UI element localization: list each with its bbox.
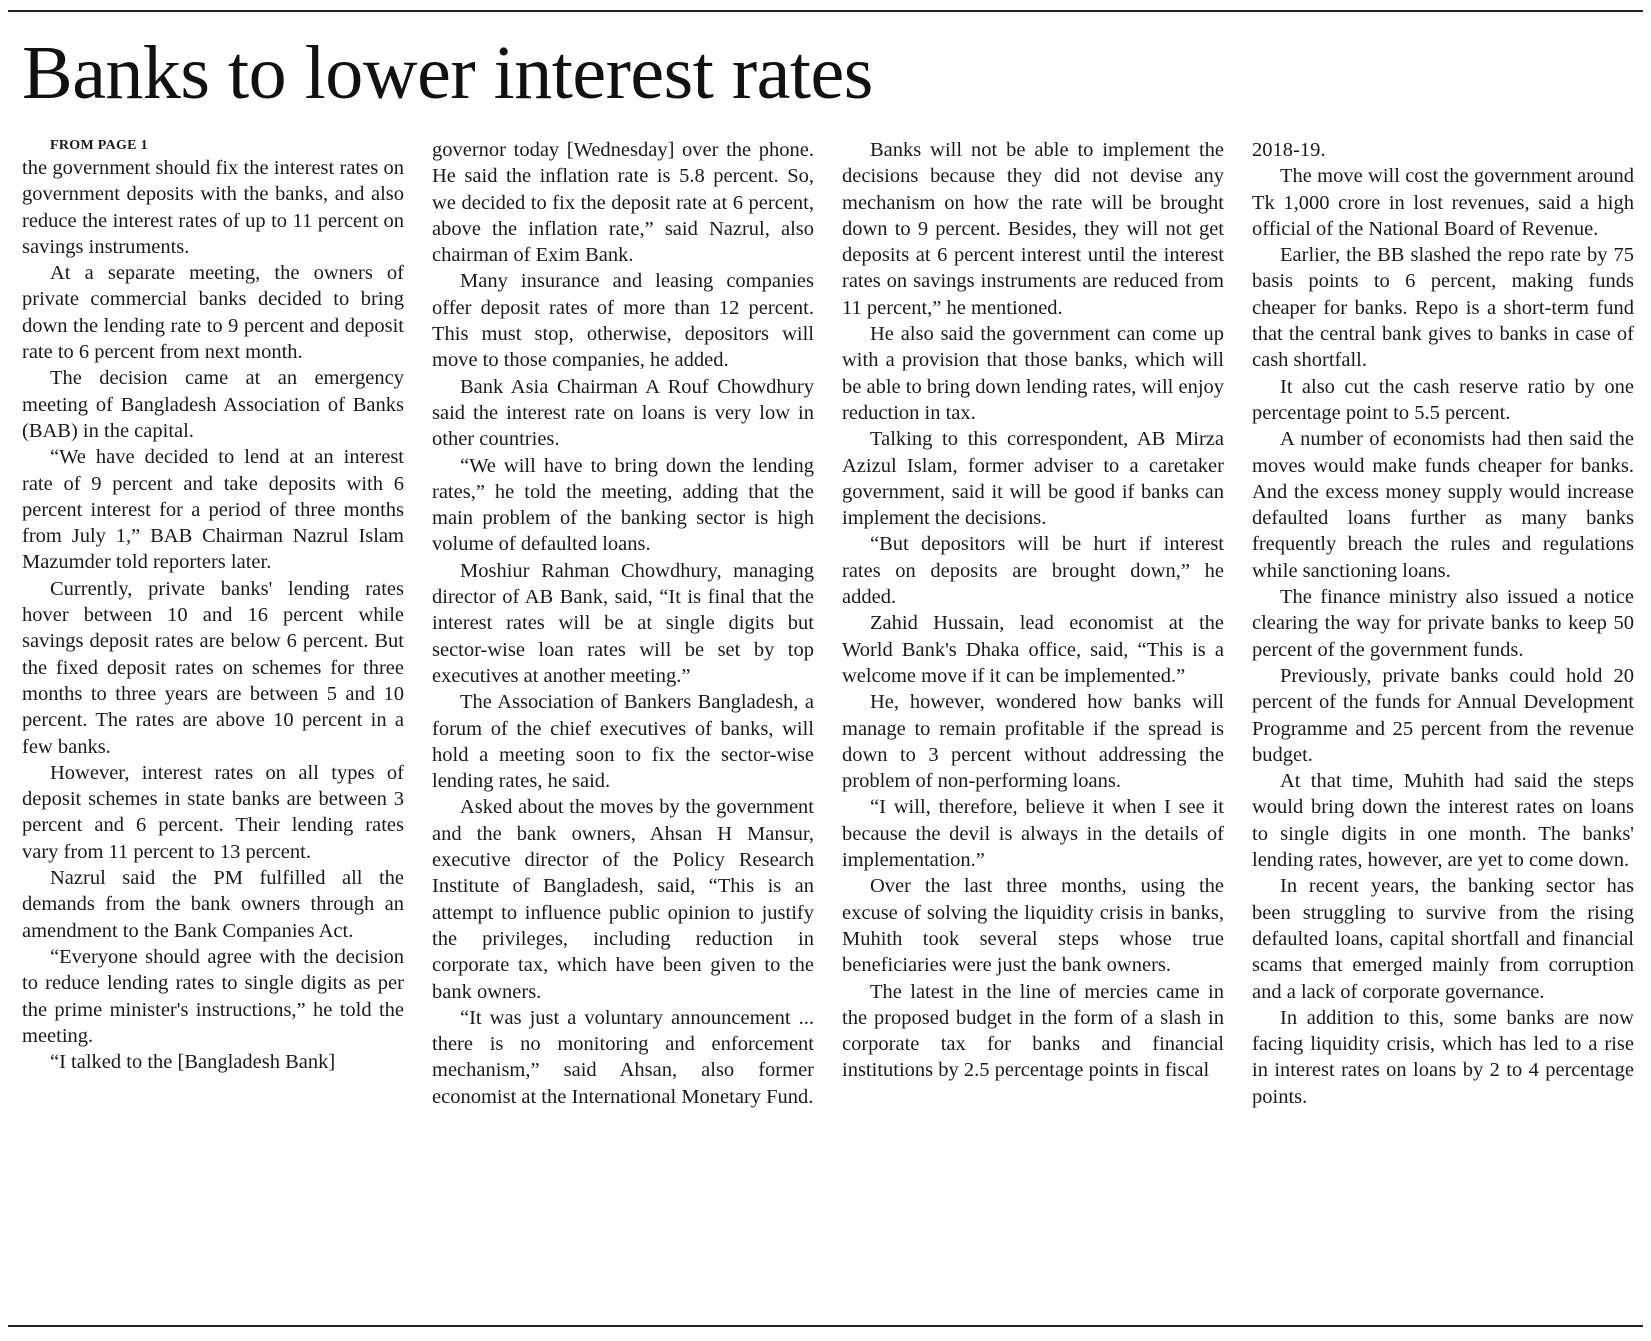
paragraph: Asked about the moves by the government and the bank owners, Ahsan H Mansur, executive director of the Policy Research Institute of Bangladesh, said, “This is an attempt to influence public opinion to justify the privileges, including reduction in corporate tax, which have been given to the bank owners. <box>432 796 814 1003</box>
kicker: FROM PAGE 1 <box>50 138 148 153</box>
paragraph: In addition to this, some banks are now facing liquidity crisis, which has led to a rise in interest rates on loans by 2 to 4 percentage points. <box>1252 1006 1634 1108</box>
paragraph: “I talked to the [Bangladesh Bank] <box>50 1051 336 1074</box>
headline: Banks to lower interest rates <box>22 31 873 115</box>
paragraph: Nazrul said the PM fulfilled all the demands from the bank owners through an amendment to the Bank Companies Act. <box>22 867 404 942</box>
paragraph: Many insurance and leasing companies offer deposit rates of more than 12 percent. This must stop, otherwise, depositors will move to those companies, he added. <box>432 270 814 372</box>
paragraph: “I will, therefore, believe it when I see it because the devil is always in the details of implementation.” <box>842 796 1224 872</box>
paragraph: Bank Asia Chairman A Rouf Chowdhury said the interest rate on loans is very low in other countries. <box>432 375 814 451</box>
column-1 <box>22 137 404 1317</box>
paragraph: Zahid Hussain, lead economist at the World Bank's Dhaka office, said, “This is a welcome move if it can be implemented.” <box>842 612 1224 687</box>
paragraph: “But depositors will be hurt if interest rates on deposits are brought down,” he added. <box>842 533 1224 609</box>
paragraph: The move will cost the government around Tk 1,000 crore in lost revenues, said a high official of the National Board of Revenue. <box>1252 165 1634 240</box>
paragraph: Earlier, the BB slashed the repo rate by 75 basis points to 6 percent, making funds cheaper for banks. Repo is a short-term fund that the central bank gives to banks in case of cash shortfall. <box>1252 244 1634 372</box>
paragraph: The finance ministry also issued a notice clearing the way for private banks to keep 50 percent of the government funds. <box>1252 586 1634 661</box>
paragraph: Over the last three months, using the excuse of solving the liquidity crisis in banks, Muhith took several steps whose true beneficiaries were just the bank owners. <box>842 875 1224 977</box>
paragraph: “We will have to bring down the lending rates,” he told the meeting, adding that the main problem of the banking sector is high volume of defaulted loans. <box>432 454 814 556</box>
top-rule <box>8 10 1643 12</box>
column-3 <box>842 137 1224 1317</box>
bottom-rule <box>8 1325 1643 1327</box>
paragraph: The latest in the line of mercies came in the proposed budget in the form of a slash in corporate tax for banks and financial institutions by 2.5 percentage points in fiscal <box>842 980 1224 1082</box>
paragraph: Currently, private banks' lending rates hover between 10 and 16 percent while savings deposit rates are below 6 percent. But the fixed deposit rates on schemes for three months to three years are between 5 and 10 percent. The rates are above 10 percent in a few banks. <box>22 577 404 758</box>
paragraph: “We have decided to lend at an interest rate of 9 percent and take deposits with 6 percent interest for a period of three months from July 1,” BAB Chairman Nazrul Islam Mazumder told reporters later. <box>22 446 404 574</box>
paragraph: The decision came at an emergency meeting of Bangladesh Association of Banks (BAB) in the capital. <box>22 367 404 442</box>
paragraph: Moshiur Rahman Chowdhury, managing director of AB Bank, said, “It is final that the interest rates will be at single digits but sector-wise loan rates will be set by top executives at another meeting.” <box>432 559 814 687</box>
paragraph: the government should fix the interest rates on government deposits with the banks, and also reduce the interest rates of up to 11 percent on savings instruments. <box>22 157 404 258</box>
paragraph: Banks will not be able to implement the decisions because they did not devise any mechanism on how the rate will be brought down to 9 percent. Besides, they will not get deposits at 6 percent interest until the interest rates on savings instruments are reduced from 11 percent,” he mentioned. <box>842 139 1224 319</box>
paragraph: In recent years, the banking sector has been struggling to survive from the rising defaulted loans, capital shortfall and financial scams that emerged mainly from corruption and a lack of corporate governance. <box>1252 875 1634 1003</box>
paragraph: Talking to this correspondent, AB Mirza Azizul Islam, former adviser to a caretaker government, said it will be good if banks can implement the decisions. <box>842 428 1224 530</box>
paragraph: The Association of Bankers Bangladesh, a forum of the chief executives of banks, will hold a meeting soon to fix the sector-wise lending rates, he said. <box>432 691 814 793</box>
paragraph: 2018-19. <box>1252 139 1326 161</box>
column-4 <box>1252 137 1634 1317</box>
paragraph: Previously, private banks could hold 20 percent of the funds for Annual Development Programme and 25 percent from the revenue budget. <box>1252 664 1634 766</box>
paragraph: At a separate meeting, the owners of private commercial banks decided to bring down the lending rate to 9 percent and deposit rate to 6 percent from next month. <box>22 262 404 364</box>
column-2 <box>432 137 814 1317</box>
paragraph: governor today [Wednesday] over the phone. He said the inflation rate is 5.8 percent. So, we decided to fix the deposit rate at 6 percent, above the inflation rate,” said Nazrul, also chairman of Exim Bank. <box>432 139 814 267</box>
paragraph: It also cut the cash reserve ratio by one percentage point to 5.5 percent. <box>1252 375 1634 424</box>
paragraph: However, interest rates on all types of deposit schemes in state banks are between 3 percent and 6 percent. Their lending rates vary from 11 percent to 13 percent. <box>22 761 404 863</box>
paragraph: At that time, Muhith had said the steps would bring down the interest rates on loans to single digits in one month. The banks' lending rates, however, are yet to come down. <box>1252 770 1634 872</box>
paragraph: He also said the government can come up with a provision that those banks, which will be able to bring down lending rates, will enjoy reduction in tax. <box>842 323 1224 424</box>
paragraph: “It was just a voluntary announcement ... there is no monitoring and enforcement mechanism,” said Ahsan, also former economist at the International Monetary Fund. <box>432 1006 814 1108</box>
paragraph: “Everyone should agree with the decision to reduce lending rates to single digits as per the prime minister's instructions,” he told the meeting. <box>22 945 404 1047</box>
paragraph: A number of economists had then said the moves would make funds cheaper for banks. And the excess money supply would increase defaulted loans further as many banks frequently breach the rules and regulations while sanctioning loans. <box>1252 428 1634 582</box>
paragraph: He, however, wondered how banks will manage to remain profitable if the spread is down to 3 percent without addressing the problem of non-performing loans. <box>842 691 1224 793</box>
article-body <box>22 137 1632 1317</box>
